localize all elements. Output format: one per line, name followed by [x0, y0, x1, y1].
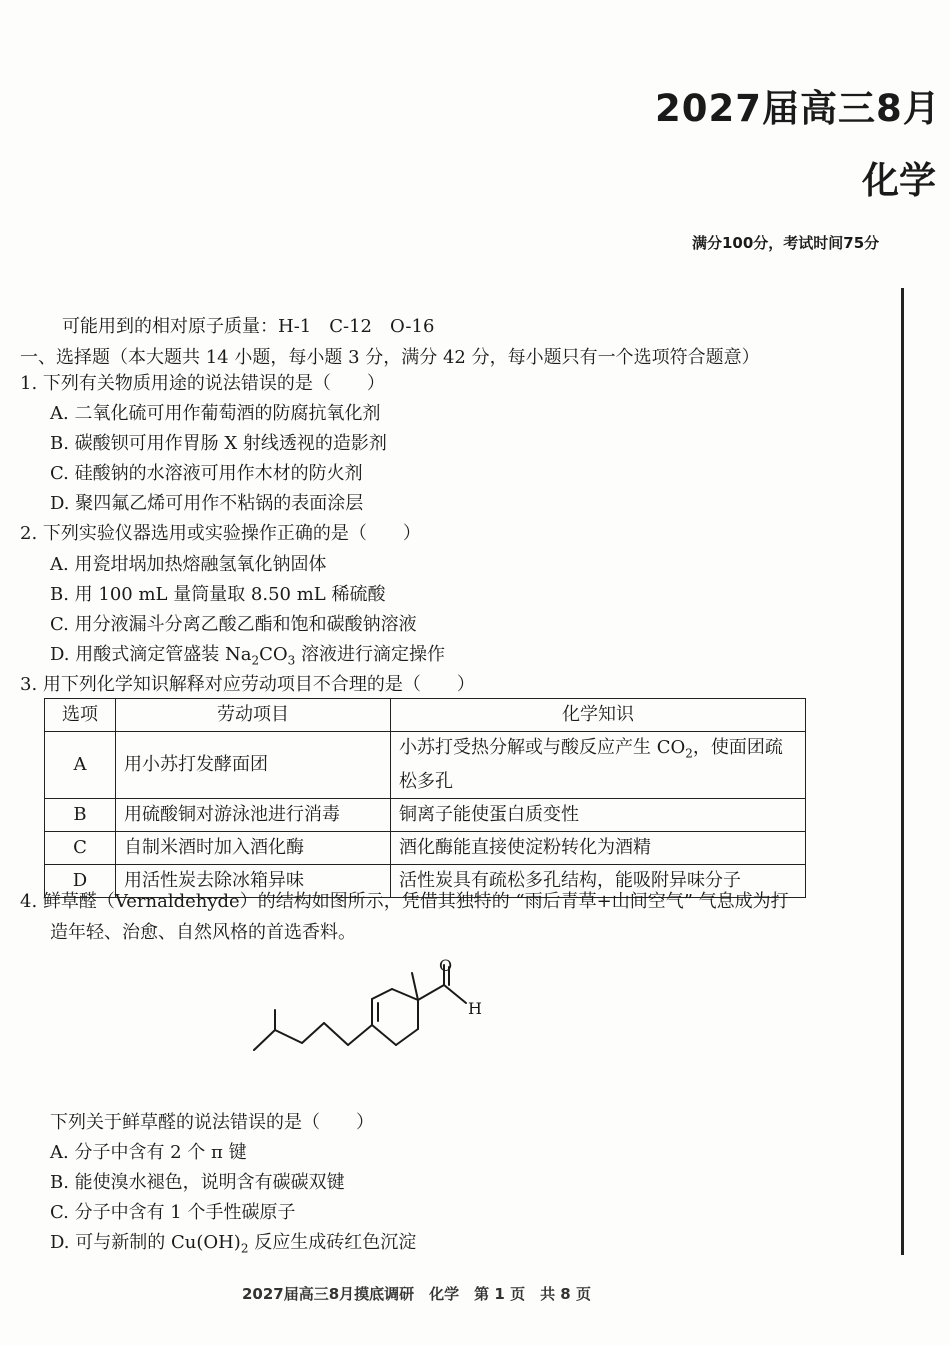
row-knowledge: 酒化酶能直接使淀粉转化为酒精	[391, 831, 806, 864]
row-project: 用小苏打发酵面团	[116, 732, 391, 799]
q1-option-d: D. 聚四氟乙烯可用作不粘锅的表面涂层	[50, 493, 364, 514]
q4-option-c: C. 分子中含有 1 个手性碳原子	[50, 1202, 296, 1223]
q2-option-b: B. 用 100 mL 量筒量取 8.50 mL 稀硫酸	[50, 584, 386, 605]
row-project: 用活性炭去除冰箱异味	[116, 864, 391, 897]
q4-stem-line1: 4. 鲜草醛（Vernaldehyde）的结构如图所示，凭借其独特的 “雨后青草+山间空气” 气息成为打	[20, 891, 789, 912]
q1-option-a: A. 二氧化硫可用作葡萄酒的防腐抗氧化剂	[50, 403, 381, 424]
row-option: B	[45, 798, 116, 831]
exam-title: 2027届高三8月	[655, 87, 941, 130]
row-knowledge: 小苏打受热分解或与酸反应产生 $CO_2$，使面团疏松多孔	[391, 732, 806, 799]
row-knowledge: 活性炭具有疏松多孔结构，能吸附异味分子	[391, 864, 806, 897]
q1-option-b: B. 碳酸钡可用作胃肠 X 射线透视的造影剂	[50, 433, 387, 454]
q3-stem: 3. 用下列化学知识解释对应劳动项目不合理的是（ ）	[20, 674, 475, 695]
q4-option-d: D. 可与新制的 $Cu(OH)_2$ 反应生成砖红色沉淀	[50, 1232, 417, 1256]
q1-stem: 1. 下列有关物质用途的说法错误的是（ ）	[20, 373, 385, 394]
table-row	[45, 831, 806, 864]
q2-stem: 2. 下列实验仪器选用或实验操作正确的是（ ）	[20, 523, 421, 544]
row-option: C	[45, 831, 116, 864]
q2-option-c: C. 用分液漏斗分离乙酸乙酯和饱和碳酸钠溶液	[50, 614, 417, 635]
row-option: D	[45, 864, 116, 897]
q1-option-c: C. 硅酸钠的水溶液可用作木材的防火剂	[50, 463, 363, 484]
q3-table	[44, 698, 806, 898]
header-knowledge: 化学知识	[391, 699, 806, 732]
section-heading: 一、选择题（本大题共 14 小题，每小题 3 分，满分 42 分，每小题只有一个选项符合题意）	[20, 347, 760, 368]
vernaldehyde-structure	[240, 955, 500, 1065]
q4-stem-line2: 造年轻、治愈、自然风格的首选香料。	[50, 922, 356, 943]
page-footer: 2027届高三8月摸底调研 化学 第 1 页 共 8 页	[242, 1285, 591, 1303]
q4-option-b: B. 能使溴水褪色，说明含有碳碳双键	[50, 1172, 345, 1193]
atom-h-label: H	[468, 999, 482, 1018]
row-project: 自制米酒时加入酒化酶	[116, 831, 391, 864]
row-option: A	[45, 732, 116, 799]
margin-line	[901, 288, 904, 1255]
table-row	[45, 732, 806, 799]
score-time-line: 满分100分，考试时间75分	[692, 234, 880, 252]
row-project: 用硫酸铜对游泳池进行消毒	[116, 798, 391, 831]
row-knowledge: 铜离子能使蛋白质变性	[391, 798, 806, 831]
atom-o-label: O	[439, 956, 453, 975]
q2-option-d: D. 用酸式滴定管盛装 $Na_2CO_3$ 溶液进行滴定操作	[50, 644, 445, 668]
atomic-mass-line: 可能用到的相对原子质量：H-1 C-12 O-16	[62, 316, 435, 337]
table-header-row	[45, 699, 806, 732]
subject-title: 化学	[862, 159, 936, 202]
table-row	[45, 798, 806, 831]
q2-option-a: A. 用瓷坩埚加热熔融氢氧化钠固体	[50, 554, 327, 575]
header-option: 选项	[45, 699, 116, 732]
header-project: 劳动项目	[116, 699, 391, 732]
q4-question: 下列关于鲜草醛的说法错误的是（ ）	[50, 1112, 374, 1133]
q4-option-a: A. 分子中含有 2 个 π 键	[50, 1142, 247, 1163]
